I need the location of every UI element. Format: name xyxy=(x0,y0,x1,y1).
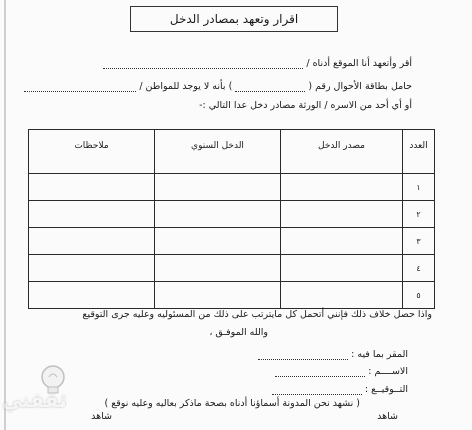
watermark-logo xyxy=(2,362,74,422)
declaration-line-2a-text: حامل بطاقة الأحوال رقم ( xyxy=(308,81,412,92)
closing-phrase: والله الموفـق ، xyxy=(209,327,268,338)
table-row xyxy=(29,201,435,228)
signature-label: التــوقيــع : xyxy=(364,384,408,395)
declaration-line-3 xyxy=(199,100,412,111)
annual-income-cell[interactable] xyxy=(155,201,281,228)
declaration-line-2b-text: ) بأنه لا يوجد للمواطن / xyxy=(139,81,233,92)
income-source-cell[interactable] xyxy=(281,228,403,255)
table-header-row xyxy=(29,130,435,174)
annual-income-cell[interactable] xyxy=(155,174,281,201)
witness-2-label: شاهد xyxy=(91,411,112,422)
declarant-row xyxy=(258,349,408,360)
name-row xyxy=(275,366,408,377)
signature-row xyxy=(272,384,408,395)
declarant-blank xyxy=(258,359,348,360)
income-source-cell[interactable] xyxy=(281,201,403,228)
row-number: ٤ xyxy=(403,255,435,282)
table-row xyxy=(29,255,435,282)
id-number-blank xyxy=(235,91,305,92)
annual-income-cell[interactable] xyxy=(155,255,281,282)
name-label: الاســــم : xyxy=(368,366,408,377)
declaration-line-2 xyxy=(24,81,412,92)
header-notes: ملاحظات xyxy=(29,130,155,174)
notes-cell[interactable] xyxy=(29,282,155,309)
citizen-name-blank xyxy=(24,91,136,92)
declaration-line-1 xyxy=(103,58,412,69)
declaration-line-3-text: أو أي أحد من الاسره / الورثة مصادر دخل عدا التالي :- xyxy=(199,100,412,111)
row-number: ٣ xyxy=(403,228,435,255)
signature-blank xyxy=(272,394,362,395)
declaration-line-1-text: أقر وأتعهد أنا الموقع أدناه / xyxy=(306,58,412,69)
row-number: ٢ xyxy=(403,201,435,228)
annual-income-cell[interactable] xyxy=(155,282,281,309)
header-income-source: مصدر الدخل xyxy=(281,130,403,174)
income-source-cell[interactable] xyxy=(281,282,403,309)
annual-income-cell[interactable] xyxy=(155,228,281,255)
income-table xyxy=(28,129,435,309)
name-blank xyxy=(103,68,303,69)
document-title: اقرار وتعهد بمصادر الدخل xyxy=(130,6,338,32)
notes-cell[interactable] xyxy=(29,255,155,282)
notes-cell[interactable] xyxy=(29,201,155,228)
notes-cell[interactable] xyxy=(29,228,155,255)
income-source-cell[interactable] xyxy=(281,174,403,201)
header-annual-income: الدخل السنوي xyxy=(155,130,281,174)
name-field-blank xyxy=(275,376,365,377)
notes-cell[interactable] xyxy=(29,174,155,201)
witness-1-label: شاهد xyxy=(377,411,398,422)
table-row xyxy=(29,174,435,201)
row-number: ١ xyxy=(403,174,435,201)
table-row xyxy=(29,282,435,309)
income-source-cell[interactable] xyxy=(281,255,403,282)
declarant-label: المقر بما فيه : xyxy=(351,349,408,360)
watermark-text: ثقفني xyxy=(2,388,67,412)
header-count: العدد xyxy=(403,130,435,174)
liability-statement: واذا حصل خلاف ذلك فإنني أتحمل كل مايترتب على ذلك من المسئوليه وعليه جرى التوقيع xyxy=(82,309,432,320)
witness-statement: ( نشهد نحن المدونة أسماؤنا أدناه بصحة ماذكر بعاليه وعليه نوقع ) xyxy=(104,398,360,409)
table-row xyxy=(29,228,435,255)
row-number: ٥ xyxy=(403,282,435,309)
